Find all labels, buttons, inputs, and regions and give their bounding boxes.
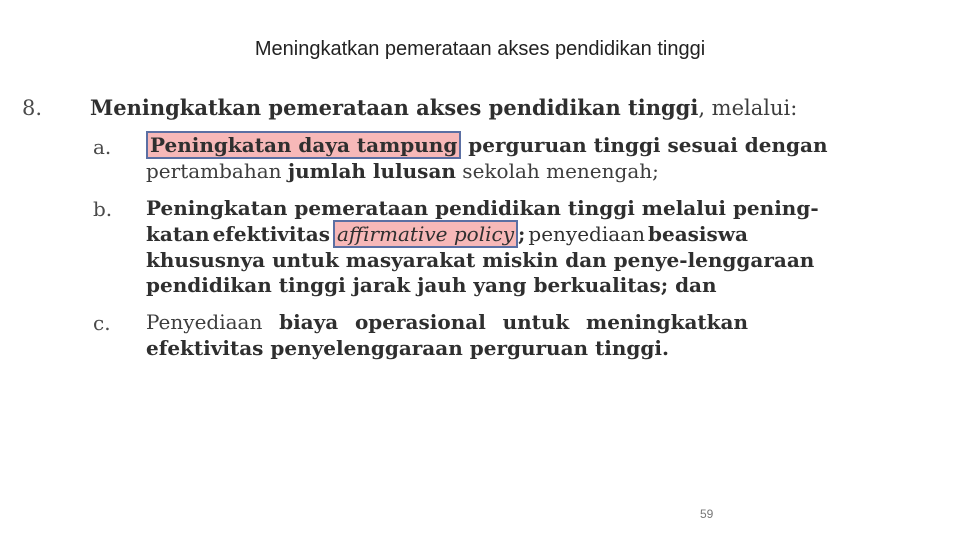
subitem-b-line-1: Peningkatan pemerataan pendidikan tinggi melalui pening- [146,196,819,220]
item-intro-bold: Meningkatkan pemerataan akses pendidikan tinggi [90,95,699,120]
subitem-b-word-katan: katan [146,222,210,246]
subitem-a-line-1-rest: perguruan tinggi sesuai dengan [461,133,828,157]
item-intro [90,96,797,120]
subitem-b-word-penyediaan: penyediaan [528,222,645,246]
subitem-c-letter: c. [93,311,111,335]
highlight-daya-tampung: Peningkatan daya tampung [146,131,461,159]
subitem-b-word-efektivitas: efektivitas [212,222,330,246]
subitem-b-letter: b. [93,197,113,221]
highlight-affirmative-policy: affirmative policy [333,220,518,248]
subitem-b-line-4: pendidikan tinggi jarak jauh yang berkualitas; dan [146,273,717,297]
subitem-c-word-5: meningkatkan [586,310,748,334]
subitem-b-line-3: khususnya untuk masyarakat miskin dan penye-lenggaraan [146,248,815,272]
item-intro-rest: , melalui: [698,96,798,120]
subitem-b-line-2 [146,222,748,246]
subitem-c-line-1 [146,310,748,334]
subitem-c-word-3: operasional [354,310,486,334]
subitem-a-line-2-pre: pertambahan [146,159,288,183]
subitem-c-word-1: Penyediaan [146,310,263,334]
subitem-a-line-2-rest: sekolah menengah; [455,159,659,183]
subitem-a-line-1 [146,133,828,157]
subitem-c-word-2: biaya [279,310,339,334]
item-number: 8. [22,96,43,120]
subitem-a-line-2 [146,159,659,183]
subitem-a-letter: a. [93,135,112,159]
subitem-b-word-beasiswa: beasiswa [647,222,748,246]
subitem-b-affirmative-group [333,222,525,246]
subitem-b-colon: ; [518,222,526,246]
subitem-a-line-2-bold: jumlah lulusan [287,159,456,183]
subitem-c-word-4: untuk [502,310,570,334]
page-number: 59 [700,507,714,521]
subitem-c-line-2: efektivitas penyelenggaraan perguruan tinggi. [146,336,669,360]
slide-title: Meningkatkan pemerataan akses pendidikan tinggi [254,38,706,60]
